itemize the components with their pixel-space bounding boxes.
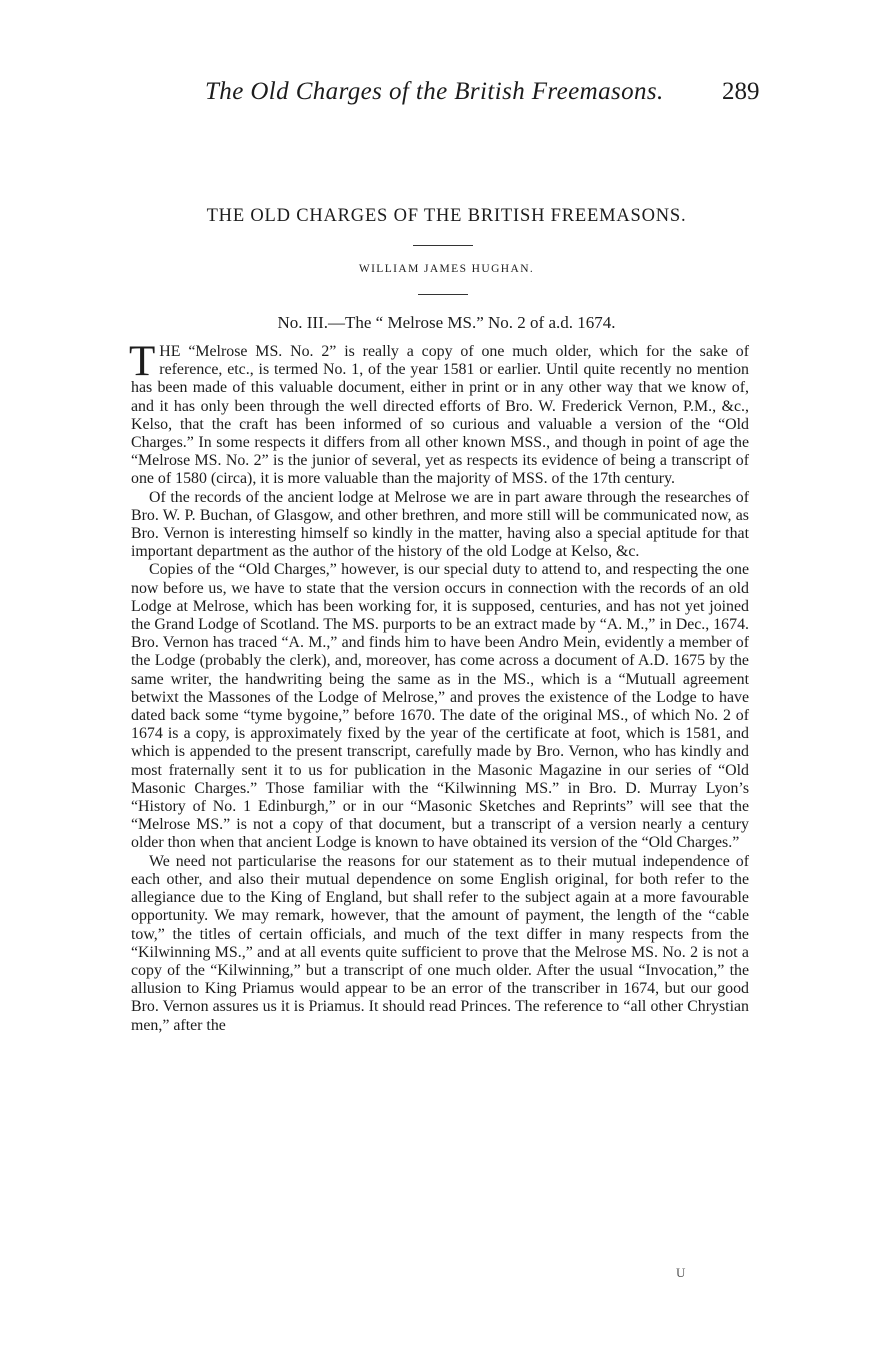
author-byline: WILLIAM JAMES HUGHAN.	[358, 263, 535, 275]
paragraph-1-text: HE “Melrose MS. No. 2” is really a copy of one much older, which for the sake of reference, etc., is termed No. 1, of the year 1581 or earlier. Until quite recently no mention has been made of this valuable document, either in print or in any other way that we know of, and it has only been through the well directed efforts of Bro. W. Frederick Vernon, P.M., &c., Kelso, that the craft has been informed of so curious and valuable a version of the “Old Charges.” In some respects it differs from all other known MSS., and though in point of age the “Melrose MS. No. 2” is the junior of several, yet as respects its evidence of being a transcript of one of 1580 (circa), it is more valuable than the majority of MSS. of the 17th century.	[131, 343, 749, 488]
section-title: No. III.—The “ Melrose MS.” No. 2 of a.d. 1674.	[277, 313, 616, 332]
signature-mark: U	[676, 1265, 686, 1280]
paragraph-4: We need not particularise the reasons for our statement as to their mutual independence of each other, and also their mutual dependence on some English original, for both refer to the allegiance due to the King of England, but shall refer to the subject again at a more favourable opportunity. We may remark, however, that the amount of payment, the length of the “cable tow,” the titles of certain officials, and much of the text differ in many respects from the “Kilwinning MS.,” and at all events quite sufficient to prove that the Melrose MS. No. 2 is not a copy of the “Kilwinning,” but a transcript of one much older. After the usual “Invocation,” the allusion to King Priamus would appear to be an error of the transcriber in 1674, but our good Bro. Vernon assures us it is Priamus. It should read Princes. The reference to “all other Chrystian men,” after the	[131, 852, 749, 1034]
running-title: The Old Charges of the British Freemasons.	[205, 78, 664, 105]
title-rule	[413, 245, 473, 246]
page-number: 289	[722, 78, 760, 105]
paragraph-2: Of the records of the ancient lodge at Melrose we are in part aware through the researches of Bro. W. P. Buchan, of Glasgow, and other brethren, and more still will be communicated now, as Bro. Vernon is interesting himself so kindly in the matter, having also a special aptitude for that important department as the author of the history of the old Lodge at Kelso, &c.	[131, 488, 749, 561]
article-body	[129, 338, 749, 1035]
paragraph-1	[129, 338, 749, 489]
running-head	[0, 78, 873, 118]
article-title: THE OLD CHARGES OF THE BRITISH FREEMASONS.	[206, 206, 687, 226]
paragraph-3: Copies of the “Old Charges,” however, is our special duty to attend to, and respecting the one now before us, we have to state that the version occurs in connection with the records of an old Lodge at Melrose, which has been working for, it is supposed, centuries, and has not yet joined the Grand Lodge of Scotland. The MS. purports to be an extract made by “A. M.,” in Dec., 1674. Bro. Vernon has traced “A. M.,” and finds him to have been Andro Mein, evidently a member of the Lodge (probably the clerk), and, moreover, has come across a document of A.D. 1675 by the same writer, the handwriting being the same as in the MS., which is a “Mutuall agreement betwixt the Massones of the Lodge of Melrose,” and proves the existence of the Lodge to have dated back some “tyme bygoine,” before 1670. The date of the original MS., of which No. 2 of 1674 is a copy, is approximately fixed by the year of the certificate at foot, which is 1581, and which is appended to the present transcript, carefully made by Bro. Vernon, who has kindly and most fraternally sent it to us for publication in the Masonic Magazine in our series of “Old Masonic Charges.” Those familiar with the “Kilwinning MS.” in Bro. D. Murray Lyon’s “History of No. 1 Edinburgh,” or in our “Masonic Sketches and Reprints” will see that the “Melrose MS.” is not a copy of that document, but a transcript of a version nearly a century older thon when that ancient Lodge is known to have obtained its version of the “Old Charges.”	[131, 561, 749, 852]
author-rule	[418, 294, 468, 295]
drop-cap: T	[129, 338, 156, 385]
